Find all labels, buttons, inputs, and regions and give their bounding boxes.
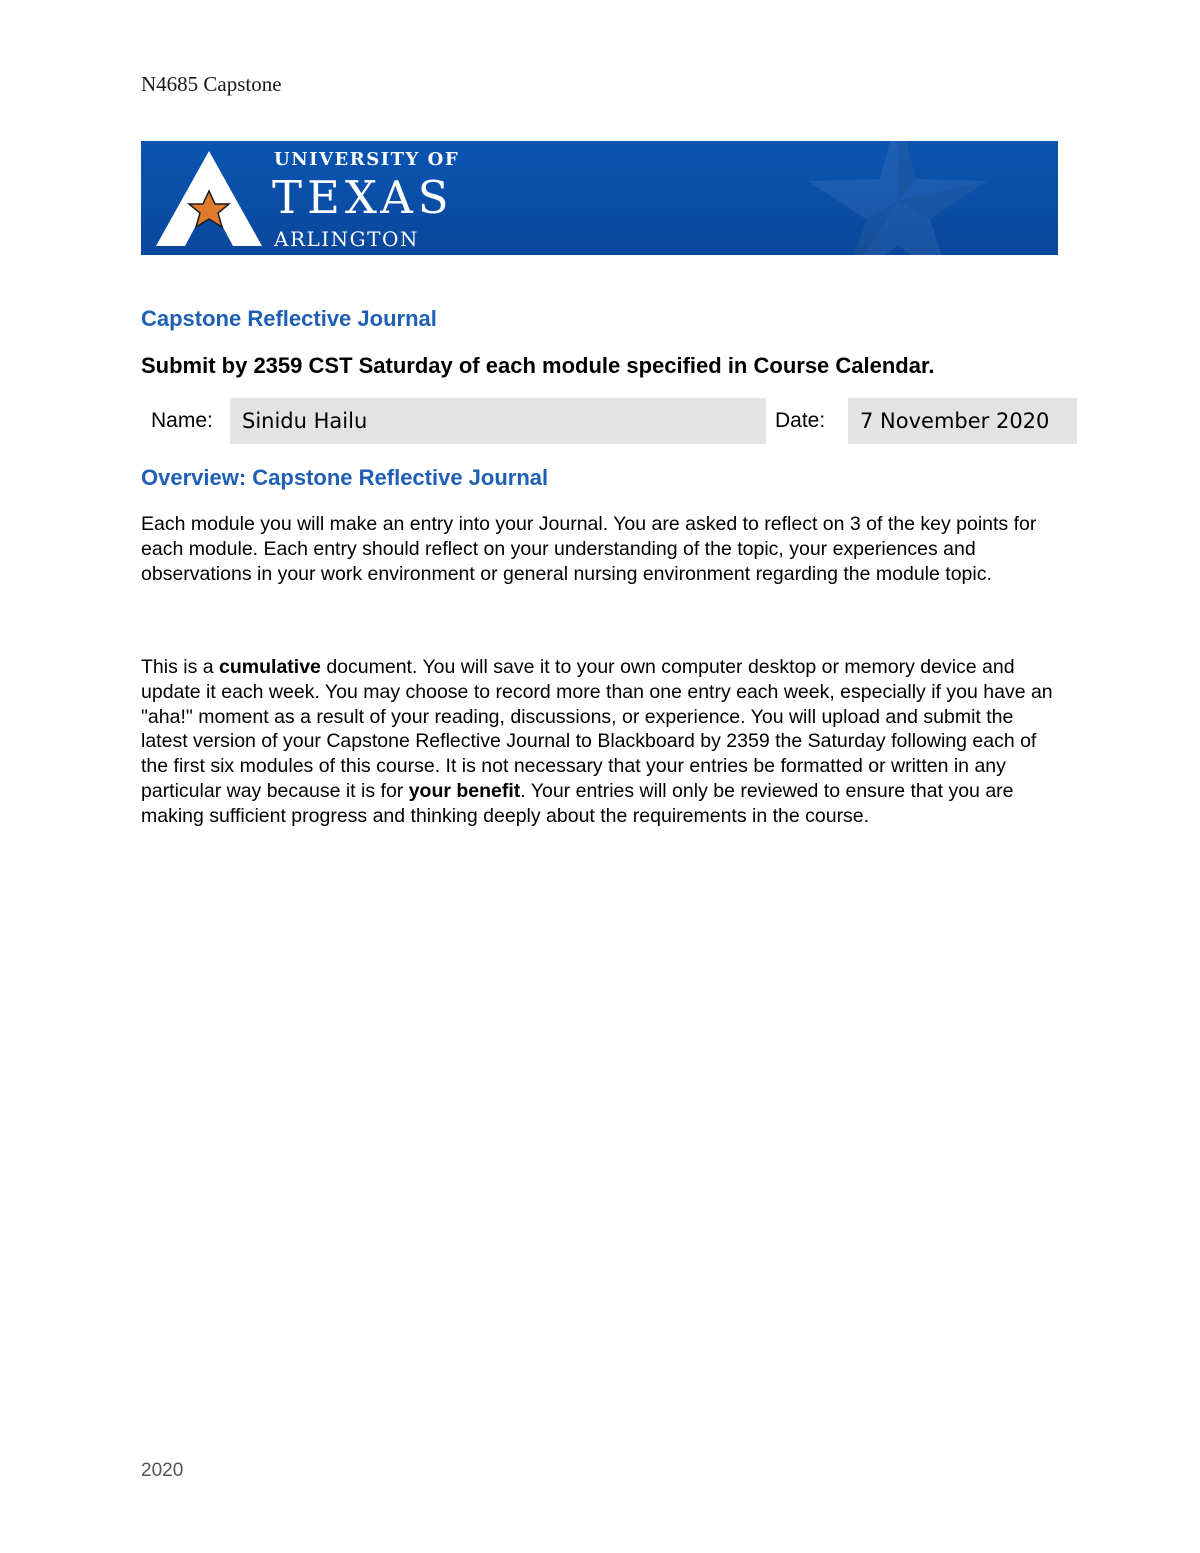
uta-a-star-logo-icon	[153, 149, 265, 249]
p2-text-b: document. You will save it to your own computer desktop or memory device and update it each week. You may choose to record more than one entry each week, especially if you have an "aha!" moment as a result of your reading, discussions, or experience. You will upload and submit the latest version of your Capstone Reflective Journal to Blackboard by 2359 the Saturday following each of the first six modules of this course. It is not necessary that your entries be formatted or written in any particular way because it is for	[141, 656, 1053, 802]
p2-text-a: This is a	[141, 656, 220, 678]
overview-heading: Overview: Capstone Reflective Journal	[141, 465, 549, 490]
overview-paragraph-2	[141, 655, 1061, 829]
name-field[interactable]: Sinidu Hailu	[230, 398, 766, 444]
p2-bold-cumulative: cumulative	[219, 656, 321, 678]
submit-instruction: Submit by 2359 CST Saturday of each module specified in Course Calendar.	[141, 353, 935, 378]
name-date-row	[141, 398, 1077, 444]
page-footer: 2020	[141, 1460, 184, 1481]
star-watermark-icon	[738, 141, 1058, 255]
p2-text-c: . Your entries will only be reviewed to ensure that you are making sufficient progress and thinking deeply about the requirements in the course.	[141, 779, 1014, 827]
page-header: N4685 Capstone	[141, 72, 282, 96]
date-label: Date:	[775, 409, 826, 432]
overview-paragraph-1: Each module you will make an entry into your Journal. You are asked to reflect on 3 of the key points for each module. Each entry should reflect on your understanding of the topic, your experiences and observations in your work environment or general nursing environment regarding the module topic.	[141, 513, 1037, 585]
university-banner	[141, 141, 1058, 255]
name-label: Name:	[151, 409, 213, 432]
wordmark-line-university-of: UNIVERSITY OF	[274, 149, 460, 170]
p2-bold-your-benefit: your benefit	[408, 779, 521, 802]
document-title: Capstone Reflective Journal	[141, 306, 437, 331]
wordmark-line-arlington: ARLINGTON	[274, 227, 419, 251]
wordmark-line-texas: TEXAS	[272, 171, 454, 224]
date-field[interactable]: 7 November 2020	[848, 398, 1077, 444]
